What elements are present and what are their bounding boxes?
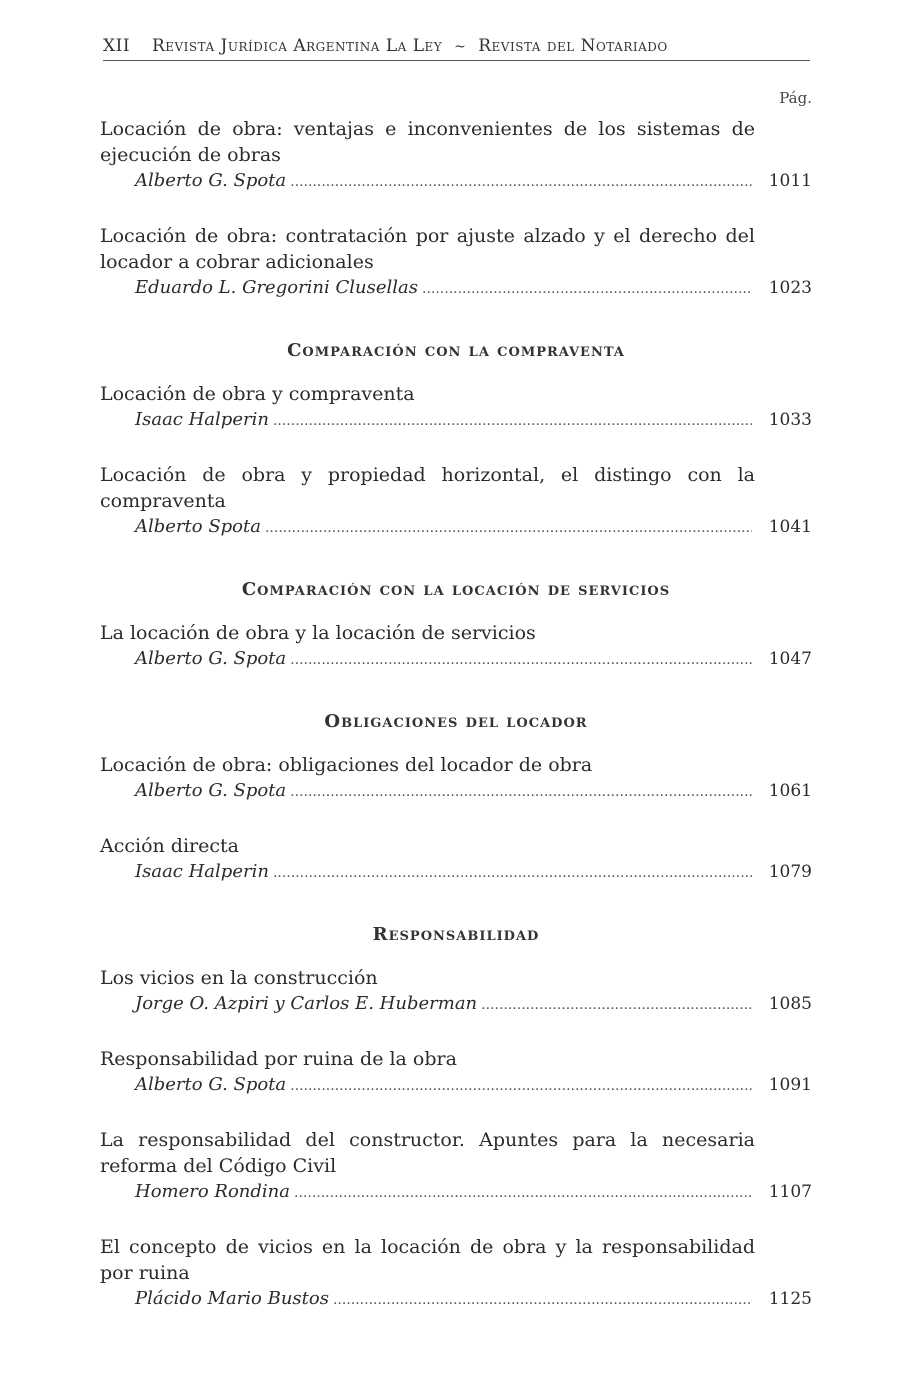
entry-page-number: 1011 bbox=[768, 171, 812, 191]
entry-title: Locación de obra: ventajas e inconvenientes de los sistemas de ejecución de obras bbox=[100, 118, 755, 166]
dot-leader bbox=[422, 276, 752, 302]
entry-title: El concepto de vicios en la locación de obra y la responsabilidad por ruina bbox=[100, 1236, 755, 1284]
entry-title: Locación de obra y propiedad horizontal, el distingo con la compraventa bbox=[100, 464, 755, 512]
entry-author-line bbox=[100, 275, 812, 302]
header-journal-left: Revista Jurídica Argentina La Ley bbox=[151, 36, 443, 56]
section-heading: Comparación con la compraventa bbox=[287, 340, 625, 361]
entry-page-number: 1041 bbox=[768, 517, 812, 537]
entry-author: Plácido Mario Bustos bbox=[135, 1288, 329, 1309]
entry-author: Alberto G. Spota bbox=[135, 648, 287, 669]
entry-author-line bbox=[100, 168, 812, 195]
entry-author: Isaac Halperin bbox=[135, 409, 269, 430]
entry-author: Alberto G. Spota bbox=[135, 780, 287, 801]
toc-entry bbox=[100, 620, 812, 673]
entry-page-number: 1085 bbox=[768, 994, 812, 1014]
dot-leader bbox=[273, 860, 752, 886]
entry-page-number: 1033 bbox=[768, 410, 812, 430]
entry-title: Acción directa bbox=[100, 835, 239, 857]
entry-author: Alberto Spota bbox=[135, 516, 261, 537]
entry-author: Eduardo L. Gregorini Clusellas bbox=[135, 277, 418, 298]
header-separator: ~ bbox=[454, 39, 467, 55]
entry-author-line bbox=[100, 407, 812, 434]
dot-leader bbox=[265, 515, 752, 541]
toc-entry bbox=[100, 223, 812, 302]
entry-author: Jorge O. Azpiri y Carlos E. Huberman bbox=[135, 993, 478, 1014]
entry-page-number: 1047 bbox=[768, 649, 812, 669]
toc-entry bbox=[100, 1046, 812, 1099]
entry-author: Isaac Halperin bbox=[135, 861, 269, 882]
entry-title: Responsabilidad por ruina de la obra bbox=[100, 1048, 457, 1070]
page-column-label: Pág. bbox=[779, 89, 812, 107]
toc-entry bbox=[100, 116, 812, 195]
section-heading: Comparación con la locación de servicios bbox=[241, 579, 671, 600]
dot-leader bbox=[273, 408, 752, 434]
dot-leader bbox=[481, 992, 752, 1018]
entry-author-line bbox=[100, 514, 812, 541]
entry-title: La locación de obra y la locación de servicios bbox=[100, 622, 536, 644]
toc-entry bbox=[100, 752, 812, 805]
entry-title: Los vicios en la construcción bbox=[100, 967, 378, 989]
entry-author: Alberto G. Spota bbox=[135, 1074, 287, 1095]
table-of-contents bbox=[100, 116, 812, 1341]
entry-author-line bbox=[100, 991, 812, 1018]
entry-author: Homero Rondina bbox=[135, 1181, 291, 1202]
entry-author-line bbox=[100, 646, 812, 673]
entry-page-number: 1023 bbox=[768, 278, 812, 298]
section-heading: Responsabilidad bbox=[372, 924, 540, 945]
dot-leader bbox=[290, 647, 752, 673]
toc-entry bbox=[100, 833, 812, 886]
entry-title: Locación de obra: obligaciones del locador de obra bbox=[100, 754, 593, 776]
entry-author: Alberto G. Spota bbox=[135, 170, 287, 191]
entry-page-number: 1061 bbox=[768, 781, 812, 801]
toc-entry bbox=[100, 462, 812, 541]
entry-page-number: 1107 bbox=[768, 1182, 812, 1202]
entry-author-line bbox=[100, 859, 812, 886]
entry-page-number: 1079 bbox=[768, 862, 812, 882]
entry-author-line bbox=[100, 1179, 812, 1206]
toc-entry bbox=[100, 965, 812, 1018]
toc-entry bbox=[100, 1234, 812, 1313]
entry-page-number: 1091 bbox=[768, 1075, 812, 1095]
entry-author-line bbox=[100, 778, 812, 805]
toc-entry bbox=[100, 1127, 812, 1206]
entry-title: Locación de obra: contratación por ajuste alzado y el derecho del locador a cobrar adicionales bbox=[100, 225, 755, 273]
entry-page-number: 1125 bbox=[768, 1289, 812, 1309]
toc-entry bbox=[100, 381, 812, 434]
entry-title: La responsabilidad del constructor. Apuntes para la necesaria reforma del Código Civil bbox=[100, 1129, 755, 1177]
dot-leader bbox=[294, 1180, 752, 1206]
entry-author-line bbox=[100, 1072, 812, 1099]
dot-leader bbox=[290, 1073, 752, 1099]
entry-author-line bbox=[100, 1286, 812, 1313]
entry-title: Locación de obra y compraventa bbox=[100, 383, 415, 405]
dot-leader bbox=[290, 169, 752, 195]
page-folio: XII bbox=[103, 36, 131, 56]
running-header bbox=[103, 36, 810, 61]
dot-leader bbox=[290, 779, 752, 805]
dot-leader bbox=[333, 1287, 752, 1313]
header-journal-right: Revista del Notariado bbox=[478, 36, 668, 56]
section-heading: Obligaciones del locador bbox=[324, 711, 588, 732]
